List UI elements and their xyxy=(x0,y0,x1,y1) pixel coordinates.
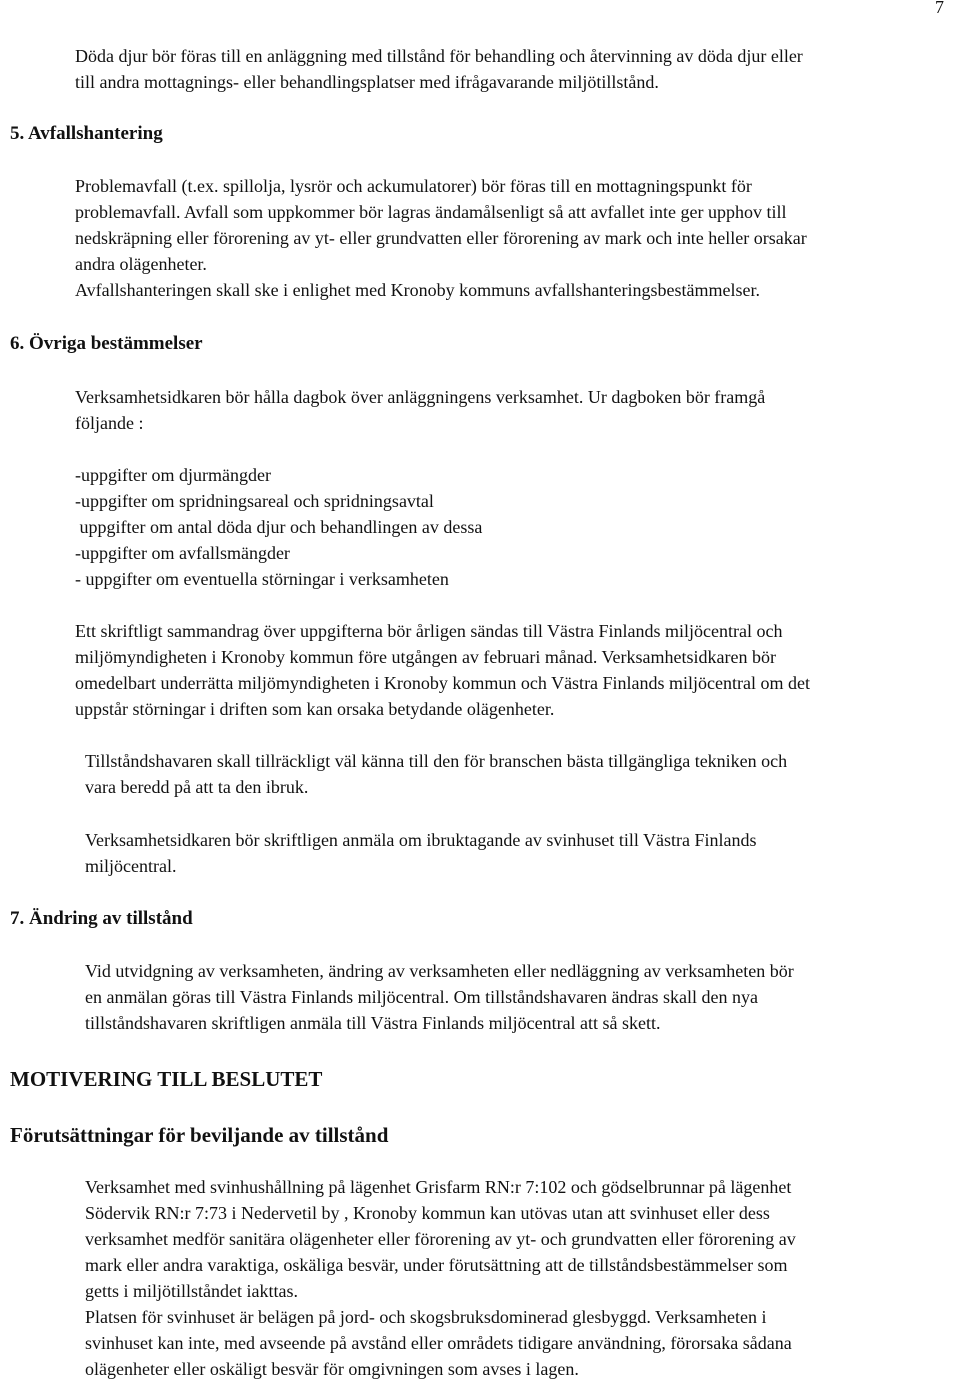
section-5-paragraph xyxy=(75,173,957,303)
motivation-paragraph-2 xyxy=(85,1304,957,1382)
text-line: vara beredd på att ta den ibruk. xyxy=(85,777,309,797)
list-item: - uppgifter om eventuella störningar i verksamheten xyxy=(75,569,449,589)
text-line: Vid utvidgning av verksamheten, ändring av verksamheten eller nedläggning av verksamheten bör xyxy=(85,961,794,981)
text-line: olägenheter eller oskäligt besvär för omgivningen som avses i lagen. xyxy=(85,1359,579,1379)
section-6-summary xyxy=(75,618,957,722)
text-line: andra olägenheter. xyxy=(75,254,207,274)
diary-requirements-list xyxy=(75,462,482,592)
list-item: uppgifter om antal döda djur och behandlingen av dessa xyxy=(75,517,483,537)
list-item: -uppgifter om djurmängder xyxy=(75,465,271,485)
text-line: Verksamhetsidkaren bör skriftligen anmäla om ibruktagande av svinhuset till Västra Finlands xyxy=(85,830,757,850)
text-line: följande : xyxy=(75,413,144,433)
text-line: mark eller andra varaktiga, oskäliga besvär, under förutsättning att de tillståndsbestämmelser som xyxy=(85,1255,788,1275)
section-7-heading: 7. Ändring av tillstånd xyxy=(10,908,193,929)
text-line: Avfallshanteringen skall ske i enlighet med Kronoby kommuns avfallshanteringsbestämmelser. xyxy=(75,280,761,300)
text-line: verksamhet medför sanitära olägenheter eller förorening av yt- och grundvatten eller förorening av xyxy=(85,1229,796,1249)
page-number: 7 xyxy=(935,0,944,17)
motivation-subheading: Förutsättningar för beviljande av tillstånd xyxy=(10,1123,389,1147)
list-item: -uppgifter om spridningsareal och spridningsavtal xyxy=(75,491,434,511)
motivation-paragraph-1 xyxy=(85,1174,957,1304)
text-line: problemavfall. Avfall som uppkommer bör lagras ändamålsenligt så att avfallet inte ger upphov till xyxy=(75,202,787,222)
text-line: miljömyndigheten i Kronoby kommun före utgången av februari månad. Verksamhetsidkaren bör xyxy=(75,647,776,667)
section-6-heading: 6. Övriga bestämmelser xyxy=(10,333,203,354)
text-line: Platsen för svinhuset är belägen på jord- och skogsbruksdominerad glesbyggd. Verksamheten i xyxy=(85,1307,767,1327)
text-line: Södervik RN:r 7:73 i Nedervetil by , Kronoby kommun kan utövas utan att svinhuset eller dess xyxy=(85,1203,770,1223)
text-line: uppstår störningar i driften som kan orsaka betydande olägenheter. xyxy=(75,699,555,719)
section-6-technique xyxy=(85,748,957,800)
section-6-intro xyxy=(75,384,957,436)
text-line: Verksamhetsidkaren bör hålla dagbok över anläggningens verksamhet. Ur dagboken bör framgå xyxy=(75,387,766,407)
text-line: miljöcentral. xyxy=(85,856,177,876)
text-line: Döda djur bör föras till en anläggning med tillstånd för behandling och återvinning av döda djur eller xyxy=(75,46,803,66)
text-line: en anmälan göras till Västra Finlands miljöcentral. Om tillståndshavaren ändras skall den nya xyxy=(85,987,758,1007)
text-line: Tillståndshavaren skall tillräckligt väl känna till den för branschen bästa tillgängliga tekniken och xyxy=(85,751,788,771)
section-5-heading: 5. Avfallshantering xyxy=(10,123,163,144)
text-line: Ett skriftligt sammandrag över uppgifterna bör årligen sändas till Västra Finlands miljöcentral och xyxy=(75,621,783,641)
text-line: getts i miljötillståndet iakttas. xyxy=(85,1281,298,1301)
text-line: Problemavfall (t.ex. spillolja, lysrör och ackumulatorer) bör föras till en mottagningspunkt för xyxy=(75,176,752,196)
intro-paragraph xyxy=(75,43,957,95)
text-line: svinhuset kan inte, med avseende på avstånd eller områdets tidigare användning, förorsaka sådana xyxy=(85,1333,792,1353)
text-line: nedskräpning eller förorening av yt- eller grundvatten eller förorening av mark och inte heller orsakar xyxy=(75,228,807,248)
section-7-paragraph xyxy=(85,958,957,1036)
motivation-heading: MOTIVERING TILL BESLUTET xyxy=(10,1067,323,1091)
section-6-notify xyxy=(85,827,957,879)
text-line: Verksamhet med svinhushållning på lägenhet Grisfarm RN:r 7:102 och gödselbrunnar på lägenhet xyxy=(85,1177,792,1197)
text-line: omedelbart underrätta miljömyndigheten i Kronoby kommun och Västra Finlands miljöcentral om det xyxy=(75,673,811,693)
text-line: tillståndshavaren skriftligen anmäla till Västra Finlands miljöcentral att så skett. xyxy=(85,1013,661,1033)
text-line: till andra mottagnings- eller behandlingsplatser med ifrågavarande miljötillstånd. xyxy=(75,72,659,92)
list-item: -uppgifter om avfallsmängder xyxy=(75,543,290,563)
